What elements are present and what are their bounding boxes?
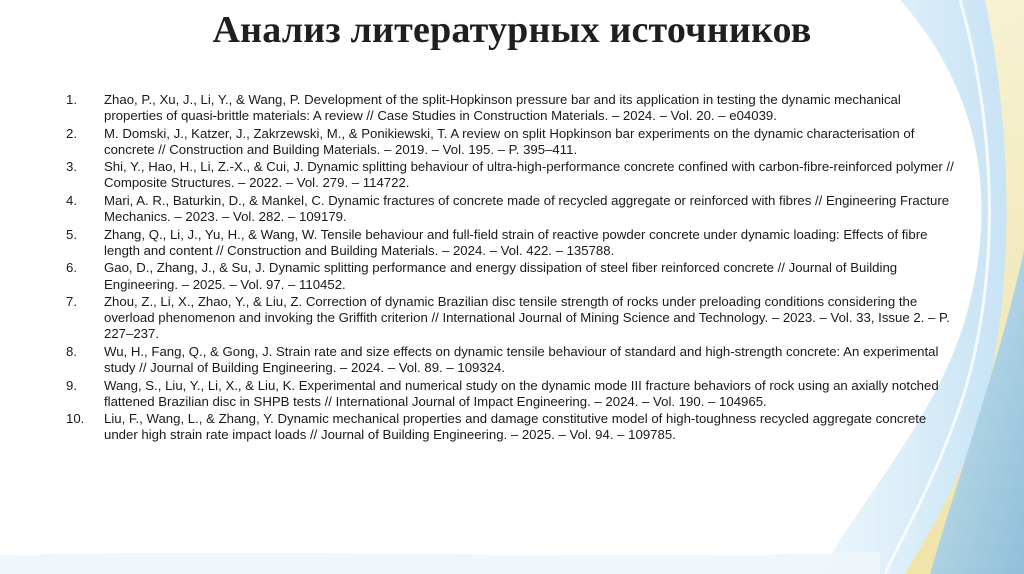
item-number: 10. (66, 411, 85, 427)
list-item (60, 411, 955, 443)
item-number: 6. (66, 260, 77, 276)
list-item (60, 126, 955, 158)
slide-title: Анализ литературных источников (212, 9, 812, 51)
reference-text: Zhou, Z., Li, X., Zhao, Y., & Liu, Z. Correction of dynamic Brazilian disc tensile strength of rocks under preloading conditions considering the overload phenomenon and invoking the Griffith criterion // International Journal of Mining Science and Technology. – 2023. – Vol. 33, Issue 2. – P. 227–237. (104, 294, 950, 342)
item-number: 4. (66, 193, 77, 209)
item-number: 7. (66, 294, 77, 310)
reference-text: Wang, S., Liu, Y., Li, X., & Liu, K. Experimental and numerical study on the dynamic mode III fracture behaviors of rock using an axially notched flattened Brazilian disc in SHPB tests // International Journal of Impact Engineering. – 2024. – Vol. 190. – 104965. (104, 377, 939, 409)
item-number: 1. (66, 92, 77, 107)
reference-text: Liu, F., Wang, L., & Zhang, Y. Dynamic mechanical properties and damage constitutive model of high-toughness recycled aggregate concrete under high strain rate impact loads // Journal of Building Engineering. – 2025. – Vol. 94. – 109785. (104, 411, 927, 443)
list-item (60, 92, 955, 124)
reference-text: Zhao, P., Xu, J., Li, Y., & Wang, P. Development of the split-Hopkinson pressure bar and its application in testing the dynamic mechanical properties of quasi-brittle materials: A review // Case Studies in Construction Materials. – 2024. – Vol. 20. – e04039. (104, 92, 901, 124)
reference-text: Zhang, Q., Li, J., Yu, H., & Wang, W. Tensile behaviour and full-field strain of reactive powder concrete under dynamic loading: Effects of fibre length and content // Construction and Building Materials. – 2024. – Vol. 422. – 135788. (104, 226, 928, 258)
reference-text: Shi, Y., Hao, H., Li, Z.-X., & Cui, J. Dynamic splitting behaviour of ultra-high-performance concrete confined with carbon-fibre-reinforced polymer // Composite Structures. – 2022. – Vol. 279. – 114722. (104, 159, 954, 191)
list-item (60, 159, 955, 191)
item-number: 9. (66, 377, 77, 393)
reference-text: M. Domski, J., Katzer, J., Zakrzewski, M., & Ponikiewski, T. A review on split Hopkinson bar experiments on the dynamic characterisation of concrete // Construction and Building Materials. – 2019. – Vol. 195. – P. 395–411. (104, 125, 915, 157)
item-number: 2. (66, 125, 77, 141)
item-number: 5. (66, 226, 77, 242)
list-item (60, 378, 955, 410)
item-number: 8. (66, 343, 77, 359)
list-item (60, 260, 955, 292)
list-item (60, 344, 955, 376)
reference-text: Wu, H., Fang, Q., & Gong, J. Strain rate and size effects on dynamic tensile behaviour of standard and high-strength concrete: An experimental study // Journal of Building Engineering. – 2024. – Vol. 89. – 109324. (104, 343, 939, 375)
list-item (60, 227, 955, 259)
reference-list (60, 92, 955, 445)
reference-text: Mari, A. R., Baturkin, D., & Mankel, C. Dynamic fractures of concrete made of recycled aggregate or reinforced with fibres // Engineering Fracture Mechanics. – 2023. – Vol. 282. – 109179. (104, 193, 950, 225)
item-number: 3. (66, 159, 77, 175)
wave-bottom (0, 552, 880, 574)
list-item (60, 294, 955, 342)
reference-text: Gao, D., Zhang, J., & Su, J. Dynamic splitting performance and energy dissipation of steel fiber reinforced concrete // Journal of Building Engineering. – 2025. – Vol. 97. – 110452. (104, 260, 898, 292)
list-item (60, 193, 955, 225)
